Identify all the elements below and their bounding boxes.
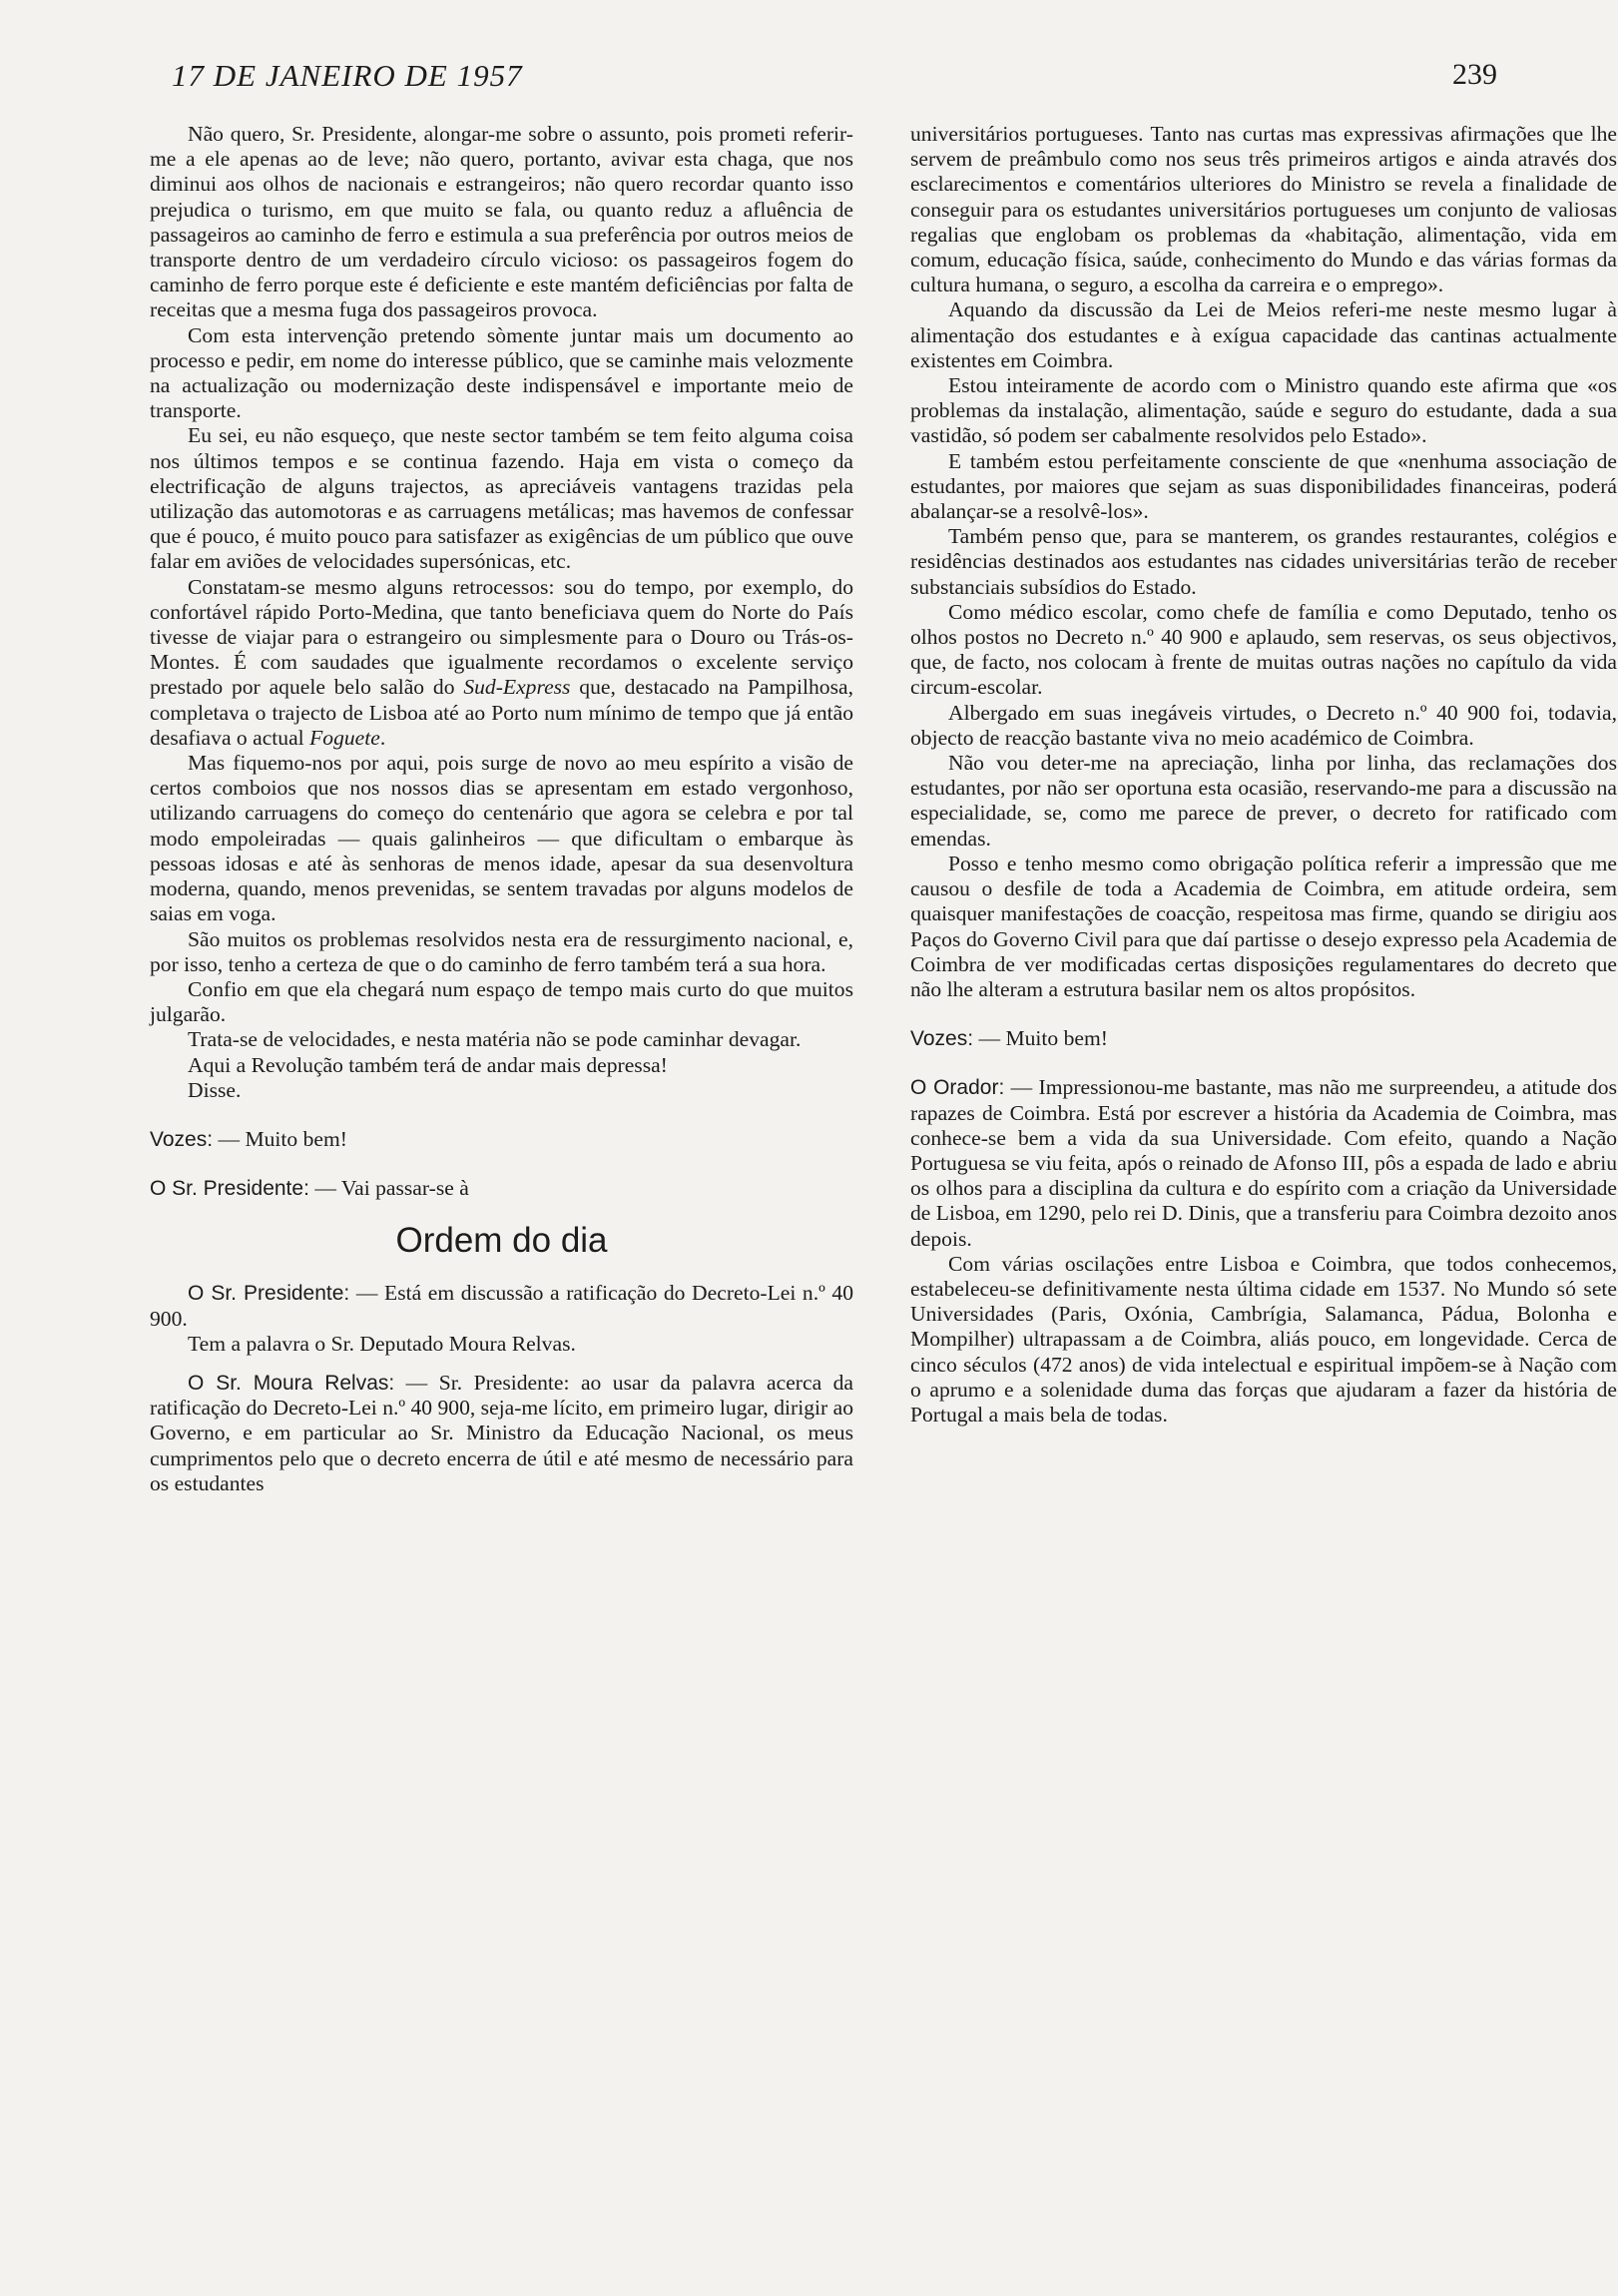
- speech-presidente: [150, 1176, 853, 1201]
- speech-text: — Muito bem!: [973, 1026, 1108, 1051]
- paragraph: Não vou deter-me na apreciação, linha por linha, das reclamações dos estudantes, por não ser oportuna esta ocasião, reservando-me para a discussão na especialidade, se, como me parece de prever, o decreto for ratificado com emendas.: [910, 751, 1617, 851]
- paragraph: Com várias oscilações entre Lisboa e Coimbra, que todos conhecemos, estabeleceu-se definitivamente nesta última cidade em 1537. No Mundo só sete Universidades (Paris, Oxónia, Cambrígia, Salamanca, Pádua, Bolonha e Mompilher) ultrapassam a de Coimbra, aliás pouco, em longevidade. Cerca de cinco séculos (472 anos) de vida intelectual e espiritual impõem-se à Nação com o aprumo e a solenidade duma das forças que ajudaram a fazer da história de Portugal a mais bela de todas.: [910, 1251, 1617, 1427]
- paragraph: Albergado em suas inegáveis virtudes, o Decreto n.º 40 900 foi, todavia, objecto de reacção bastante viva no meio académico de Coimbra.: [910, 700, 1617, 750]
- speaker-label: Vozes:: [910, 1027, 974, 1051]
- paragraph: Como médico escolar, como chefe de família e como Deputado, tenho os olhos postos no Decreto n.º 40 900 e aplaudo, sem reservas, os seus objectivos, que, de facto, nos colocam à frente de muitas outras nações no capítulo da vida circum-escolar.: [910, 599, 1617, 700]
- speech-text: — Impressionou-me bastante, mas não me surpreendeu, a atitude dos rapazes de Coimbra. Está por escrever a história da Academia de Coimbra, mas conhece-se bem a vida da sua Universidade. Com efeito, quando a Nação Portuguesa se viu feita, após o reinado de Afonso III, pôs a espada de lado e abriu os olhos para a disciplina da cultura e do espírito com a criação da Universidade de Lisboa, em 1290, pelo rei D. Dinis, que a transferiu para Coimbra dezoito anos depois.: [910, 1075, 1617, 1251]
- paragraph: Não quero, Sr. Presidente, alongar-me sobre o assunto, pois prometi referir-me a ele apenas ao de leve; não quero, portanto, avivar esta chaga, que nos diminui aos olhos de nacionais e estrangeiros; não quero recordar quanto isso prejudica o turismo, em que muito se fala, ou quanto reduz a afluência de passageiros ao caminho de ferro e estimula a sua preferência por outros meios de transporte dentro de um verdadeiro círculo vicioso: os passageiros fogem do caminho de ferro porque este é deficiente e este mantém deficiências por falta de receitas que a mesma fuga dos passageiros provoca.: [150, 122, 853, 322]
- text-run: Constatam-se mesmo alguns retrocessos: sou do tempo, por exemplo, do confortável rápido Porto-Medina, que tanto beneficiava quem do Norte do País tivesse de viajar para o estrangeiro ou simplesmente para o Douro ou Trás-os-Montes. É com saudades que igualmente recordamos o excelente serviço prestado por aquele belo salão do: [150, 574, 853, 700]
- speaker-label: O Sr. Moura Relvas:: [188, 1371, 395, 1395]
- text-run: .: [379, 725, 386, 750]
- italic-term-sud-express: Sud-Express: [463, 675, 571, 700]
- paragraph: Com esta intervenção pretendo sòmente juntar mais um documento ao processo e pedir, em nome do interesse público, que se caminhe mais velozmente na actualização ou modernização deste indispensável e importante meio de transporte.: [150, 322, 853, 423]
- paragraph: Mas fiquemo-nos por aqui, pois surge de novo ao meu espírito a visão de certos comboios que nos nossos dias se apresentam em estado vergonhoso, utilizando carruagens do começo do centenário que agora se celebra e por tal modo empoleiradas — quais galinheiros — que dificultam o embarque às pessoas idosas e até às senhoras de menos idade, apesar da sua desenvoltura moderna, quando, menos prevenidas, se sentem travadas por alguns modelos de saias em voga.: [150, 751, 853, 926]
- italic-term-foguete: Foguete: [309, 725, 380, 750]
- paragraph: Trata-se de velocidades, e nesta matéria não se pode caminhar devagar.: [188, 1027, 802, 1052]
- speaker-label: Vozes:: [150, 1127, 214, 1151]
- paragraph: Tem a palavra o Sr. Deputado Moura Relvas.: [188, 1331, 576, 1356]
- paragraph: São muitos os problemas resolvidos nesta era de ressurgimento nacional, e, por isso, tenho a certeza de que o do caminho de ferro também terá a sua hora.: [150, 926, 853, 976]
- paragraph: Estou inteiramente de acordo com o Ministro quando este afirma que «os problemas da instalação, alimentação, saúde e seguro do estudante, dada a sua vastidão, só podem ser cabalmente resolvidos pelo Estado».: [910, 373, 1617, 448]
- speech-moura-relvas: [150, 1371, 853, 1496]
- paragraph: Eu sei, eu não esqueço, que neste sector também se tem feito alguma coisa nos últimos tempos e se continua fazendo. Haja em vista o começo da electrificação de alguns trajectos, as apreciáveis vantagens trazidas pela utilização das automotoras e as carruagens metálicas; mas havemos de confessar que é pouco, é muito pouco para satisfazer as exigências de um público que ouve falar em aviões de velocidades supersónicas, etc.: [150, 423, 853, 574]
- speech-text: — Vai passar-se à: [308, 1176, 469, 1201]
- page-header-date: 17 DE JANEIRO DE 1957: [172, 58, 523, 93]
- paragraph: E também estou perfeitamente consciente de que «nenhuma associação de estudantes, por maiores que sejam as suas disponibilidades financeiras, poderá abalançar-se a resolvê-los».: [910, 448, 1617, 524]
- page-number: 239: [1452, 58, 1497, 91]
- paragraph: universitários portugueses. Tanto nas curtas mas expressivas afirmações que lhe servem de preâmbulo como nos seus três primeiros artigos e ainda através dos esclarecimentos e comentários ulteriores do Ministro se revela a finalidade de conseguir para os estudantes universitários portugueses um conjunto de valiosas regalias que englobam os problemas da «habitação, alimentação, vida em comum, educação física, saúde, conhecimento do Mundo e das várias formas da cultura humana, o seguro, a escolha da carreira e o emprego».: [910, 122, 1617, 297]
- speech-presidente: [150, 1281, 853, 1331]
- speaker-label: O Sr. Presidente:: [188, 1282, 350, 1306]
- speaker-label: O Sr. Presidente:: [150, 1177, 309, 1201]
- paragraph: Confio em que ela chegará num espaço de tempo mais curto do que muitos julgarão.: [150, 976, 853, 1027]
- paragraph: Aquando da discussão da Lei de Meios referi-me neste mesmo lugar à alimentação dos estudantes e à exígua capacidade das cantinas actualmente existentes em Coimbra.: [910, 297, 1617, 372]
- speech-orador: [910, 1075, 1617, 1251]
- speaker-label: O Orador:: [910, 1076, 1005, 1100]
- left-column: [150, 122, 853, 1496]
- paragraph: Aqui a Revolução também terá de andar mais depressa!: [188, 1052, 668, 1077]
- speech-text: — Está em discussão a ratificação do Decreto-Lei n.º 40 900.: [150, 1281, 853, 1331]
- text-run: que, destacado na Pampilhosa, completava o trajecto de Lisboa até ao Porto num mínimo de tempo que já então desafiava o actual: [150, 675, 853, 750]
- paragraph: [150, 575, 853, 751]
- right-column: [910, 122, 1617, 1428]
- speech-vozes: [910, 1026, 1617, 1051]
- paragraph: Posso e tenho mesmo como obrigação política referir a impressão que me causou o desfile de toda a Academia de Coimbra, em atitude ordeira, sem quaisquer manifestações de coacção, respeitosa mas firme, quando se dirigiu aos Paços do Governo Civil para que daí partisse o desejo expresso pela Academia de Coimbra de ver modificadas certas disposições regulamentares do decreto que não lhe alteram a estrutura basilar nem os altos propósitos.: [910, 851, 1617, 1001]
- section-title: Ordem do dia: [395, 1221, 608, 1261]
- paragraph: Também penso que, para se manterem, os grandes restaurantes, colégios e residências destinados aos estudantes nas cidades universitárias terão de receber substanciais subsídios do Estado.: [910, 524, 1617, 599]
- speech-vozes: [150, 1127, 853, 1152]
- speech-text: — Muito bem!: [213, 1126, 347, 1151]
- paragraph: Disse.: [188, 1077, 242, 1102]
- speech-text: — Sr. Presidente: ao usar da palavra acerca da ratificação do Decreto-Lei n.º 40 900, seja-me lícito, em primeiro lugar, dirigir ao Governo, e em particular ao Sr. Ministro da Educação Nacional, os meus cumprimentos pelo que o decreto encerra de útil e até mesmo de necessário para os estudantes: [150, 1370, 853, 1495]
